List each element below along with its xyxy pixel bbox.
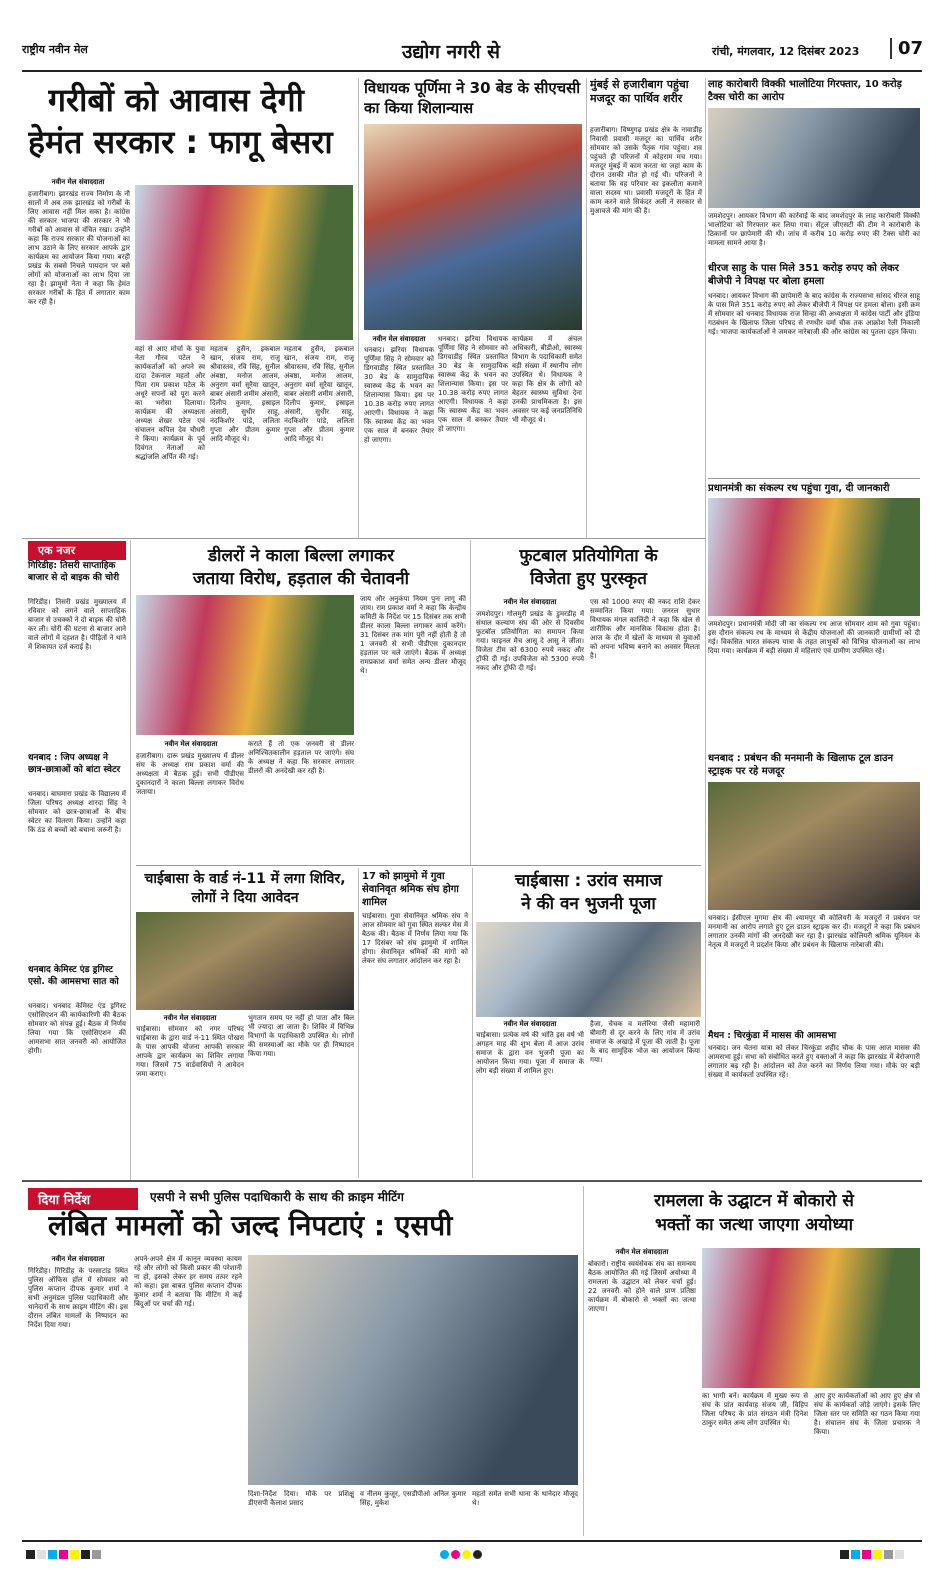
right-rule	[708, 478, 920, 479]
registration-marks-center	[440, 1550, 484, 1559]
lead-headline-1: गरीबों को आवास देगी	[48, 81, 304, 119]
dealers-text-col3: जाय और अनुकंपा नियम पुनः लागू की जाय। राम प्रकाश वर्मा ने कहा कि केन्द्रीय कमिटी के निर्देश पर 15 दिसंबर तक सभी डीलर काला बिल्ला लगाकर कार्य करेंगे। 31 दिसंबर तक मांग पूरी नहीं होती है तो 1 जनवरी से सभी पीडीएस दुकानदार हड़ताल पर चले जाएंगे। बैठक में अध्यक्ष रामप्रकाश वर्मा समेत अन्य डीलर मौजूद थे।	[360, 595, 466, 675]
masthead	[22, 38, 922, 68]
ek-nazar-tag: एक नजर	[28, 541, 126, 560]
col-divider	[583, 1186, 584, 1536]
dealers-headline-1: डीलरों ने काला बिल्ला लगाकर	[207, 546, 395, 566]
uraon-photo	[476, 922, 701, 1017]
lead-text-col4: महताब हुसैन, इकबाल खान, संजय राम, राजू श्रीवास्तव, रवि सिंह, सुनील अंबष्ठा, मनोज आलम, अनुराग वर्मा सूरैया खातून, बाबर अंसारी शमीम अंसारी, दिलीप कुमार, इस्राइल अंसारी, सुधीर साहू, नंदकिशोर पांडे, ललिता गुप्ता और प्रीतम कुमार आदि मौजूद थे।	[284, 345, 354, 443]
section-title: उद्योग नगरी से	[402, 41, 501, 63]
dealers-text-col1: हजारीबाग। दारू प्रखंड मुख्यालय में डीलर संघ के अध्यक्ष राम प्रकाश वर्मा की अध्यक्षता में बैठक हुई। सभी पीडीएस दुकानदारों ने काला बिल्ला लगाकर विरोध जताया।	[136, 752, 244, 796]
shilanyas-text-col3: कार्यक्रम में अंचल अधिकारी, बीडीओ, स्वास्थ्य विभाग के पदाधिकारी समेत बड़ी संख्या में स्थानीय लोग उपस्थित थे। विधायक ने कहा कि क्षेत्र के लोगों को बेहतर स्वास्थ्य सुविधा देना उनकी प्राथमिकता है। इस अवसर पर कई जनप्रतिनिधि भी मौजूद थे।	[512, 335, 582, 424]
shilanyas-headline: विधायक पूर्णिमा ने 30 बेड के सीएचसी का किया शिलान्यास	[364, 79, 581, 117]
crime-text-col1: गिरिडीह। गिरिडीह के परसाटांड़ स्थित पुलिस ऑफिस हॉल में सोमवार को पुलिस कप्तान दीपक कुमार शर्मा ने सभी अनुमंडल पुलिस पदाधिकारी और थानेदारों के साथ क्राइम मीटिंग की। इस दौरान लंबित मामलों के निष्पादन का निर्देश दिया गया।	[28, 1267, 128, 1329]
sahu-text: धनबाद। आयकर विभाग की छापेमारी के बाद कांग्रेस के राज्यसभा सांसद धीरज साहू के पास मिले 351 करोड़ रुपए को लेकर बीजेपी ने विपक्ष पर हमला बोला। इसी क्रम में सोमवार को धनबाद विधायक राज सिन्हा की अध्यक्षता में कांग्रेस पार्टी और इंडिया गठबंधन के खिलाफ जिला परिषद से रणधीर वर्मा चौक तक आक्रोश रैली निकाली गई। भाजपा कार्यकर्ताओं ने जमकर नारेबाजी की और कांग्रेस का पुतला दहन किया।	[708, 292, 920, 336]
shilanyas-photo	[364, 124, 582, 330]
crime-kicker: एसपी ने सभी पुलिस पदाधिकारी के साथ की क्राइम मीटिंग	[150, 1190, 404, 1204]
uraon-byline: नवीन मेल संवाददाता	[503, 1020, 557, 1028]
ek-nazar-text-1: गिरिडीह। तिसरी प्रखंड मुख्यालय में रविवार को लगने वाले साप्ताहिक बाजार से उचक्कों ने दो बाइक की चोरी कर ली। चोरी की घटना से बाजार आने वाले लोगों में दहशत है। पीड़ितों ने थाने में शिकायत दर्ज कराई है।	[28, 598, 126, 651]
jhamumo-headline: 17 को झामुमो में गुवा सेवानिवृत श्रमिक संघ होगा शामिल	[362, 871, 459, 908]
crime-caption-2: व नीलम कुजूर, एसडीपीओ अनिल कुमार सिंह, मुकेश	[360, 1490, 466, 1507]
pm-rath-headline: प्रधानमंत्री का संकल्प रथ पहुंचा गुवा, दी जानकारी	[708, 483, 890, 494]
ramlala-text-col3: आए हुए कार्यकर्ताओं को आए हुए क्षेत्र से संघ के कार्यकर्ता जोड़े जाएंगे। इसके लिए जिला स्तर पर समिति का गठन किया गया है। संचालन संघ के जिला प्रचारक ने किया।	[814, 1392, 920, 1436]
section-rule	[22, 1180, 922, 1182]
col-divider	[472, 868, 473, 1178]
union-photo	[708, 782, 920, 910]
paper-name: राष्ट्रीय नवीन मेल	[22, 43, 88, 56]
ward-byline: नवीन मेल संवाददाता	[163, 1014, 217, 1022]
ek-nazar-headline-2: धनबाद : जिप अध्यक्ष ने छात्र-छात्राओं को बांटा स्वेटर	[28, 753, 121, 775]
sahu-headline: धीरज साहु के पास मिले 351 करोड़ रुपए को लेकर बीजेपी ने विपक्ष पर बोला हमला	[708, 263, 899, 287]
lead-byline: नवीन मेल संवाददाता	[51, 178, 105, 186]
shilanyas-byline: नवीन मेल संवाददाता	[372, 335, 426, 343]
uraon-headline-2: ने की वन भुजनी पूजा	[521, 894, 656, 914]
col-divider	[358, 78, 359, 538]
crime-text-col2: अपने-अपने क्षेत्र में कानून व्यवस्था कायम रहे और लोगों को किसी प्रकार की परेशानी ना हो, इसको लेकर हर समय तत्पर रहने को कहा। इस बाबत पुलिस कप्तान दीपक कुमार शर्मा ने बताया कि मीटिंग में कई बिंदुओं पर चर्चा की गई।	[134, 1255, 242, 1308]
dealers-byline: नवीन मेल संवाददाता	[164, 740, 218, 748]
col-divider	[470, 540, 471, 865]
ramlala-text-col2: का भागी बनें। कार्यक्रम में मुख्य रूप से संघ के प्रांत कार्यवाह संजय जी, विहिप जिला परिषद के प्रांत संगठन मंत्री दिनेश ठाकुर समेत अन्य लोग उपस्थित थे।	[702, 1392, 808, 1427]
crime-photo	[248, 1255, 578, 1485]
crime-byline: नवीन मेल संवाददाता	[51, 1255, 105, 1263]
ramlala-headline-1: रामलला के उद्घाटन में बोकारो से	[654, 1191, 854, 1211]
mumbai-text: हजारीबाग। विष्णुगढ़ प्रखंड क्षेत्र के नावाडीह निवासी प्रवासी मजदूर का पार्थिव शरीर सोमवार को उसके पैतृक गांव पहुंचा। शव पहुंचते ही परिजनों में कोहराम मच गया। मजदूर मुंबई में काम करता था जहां काम के दौरान उसकी मौत हो गई थी। परिजनों ने बताया कि वह परिवार का इकलौता कमाने वाला सदस्य था। प्रवासी मजदूरों के हित में काम करने वाले सिकंदर अली ने सरकार से मुआवजे की मांग की है।	[590, 126, 702, 215]
lead-headline-2: हेमंत सरकार : फागू बेसरा	[28, 123, 333, 161]
uraon-headline-1: चाईबासा : उरांव समाज	[515, 871, 662, 891]
uraon-text-col1: चाईबासा। प्रत्येक वर्ष की भांति इस वर्ष भी अगहन माह की शुभ बेला में आज उरांव समाज के द्वारा वन भुजनी पूजा का आयोजन किया गया। पूजा में समाज के लोग बड़ी संख्या में शामिल हुए।	[476, 1031, 584, 1075]
col-divider	[705, 78, 706, 1078]
mumbai-headline: मुंबई से हजारीबाग पहुंचा मजदूर का पार्थिव शरीर	[590, 78, 689, 105]
crime-tag: दिया निर्देश	[28, 1188, 138, 1210]
section-rule	[136, 865, 701, 866]
ek-nazar-headline-1: गिरिडीह: तिसरी साप्ताहिक बाजार से दो बाइक की चोरी	[28, 561, 120, 583]
masthead-rule	[22, 70, 922, 72]
ward-text-col2: भुगतान समय पर नहीं हो पाता और बिल भी ज्यादा आ जाता है। शिविर में विभिन्न विभागों के पदाधिकारी उपस्थित थे। लोगों की समस्याओं का मौके पर ही निष्पादन किया गया।	[248, 1014, 354, 1058]
maithon-text: धनबाद। जन चेतना यात्रा को लेकर चिरकुंडा शहीद चौक के पास आज मासस की आमसभा हुई। सभा को संबोधित करते हुए वक्ताओं ने कहा कि झारखंड में बेरोजगारी लगातार बढ़ रही है। आंदोलन को तेज करने का निर्णय लिया गया। मौके पर बड़ी संख्या में कार्यकर्ता उपस्थित रहे।	[708, 1044, 920, 1079]
registration-marks-right	[840, 1550, 906, 1559]
lah-photo	[708, 108, 920, 208]
pm-rath-photo	[708, 498, 920, 616]
section-rule	[22, 538, 705, 539]
crime-headline: लंबित मामलों को जल्द निपटाएं : एसपी	[48, 1209, 453, 1242]
ek-nazar-text-2: धनबाद। बाघमारा प्रखंड के विद्यालय में जिला परिषद अध्यक्ष शारदा सिंह ने सोमवार को छात्र-छात्राओं के बीच स्वेटर का वितरण किया। उन्होंने कहा कि ठंड से बच्चों को बचाना जरूरी है।	[28, 790, 126, 834]
shilanyas-text-col2: धनबाद। झरिया विधायक पूर्णिमा सिंह ने सोमवार को डिगवाडीह स्थित प्रस्तावित 30 बेड के सामुदायिक स्वास्थ्य केंद्र के भवन का शिलान्यास किया। इस पर 10.38 करोड़ रुपए लागत आएगी। विधायक ने कहा कि स्वास्थ्य केंद्र का भवन एक साल में बनकर तैयार हो जाएगा।	[438, 335, 508, 433]
crime-caption-1: दिशा-निर्देश दिया। मौके पर प्रशिक्षु डीएसपी कैलाश प्रसाद	[248, 1490, 354, 1507]
football-text-col1: जमशेदपुर। गोलमुरी प्रखंड के डुमरडीह में संथाल कल्याण संघ की ओर से दिवसीय फुटबॉल प्रतियोगिता का समापन किया गया। फाइनल मैच आसू दे आसु ने जीता। विजेता टीम को 6300 रुपये नकद और ट्रॉफी दी गई। उपविजेता को 5300 रुपये नकद और ट्रॉफी दी गई।	[476, 610, 584, 672]
ramlala-photo	[702, 1248, 920, 1388]
dealers-text-col2: कराते हैं तो एक जनवरी से डीलर अनिश्चितकालीन हड़ताल पर जाएंगे। संघ के अध्यक्ष ने कहा कि सरकार लगातार डीलरों की अनदेखी कर रही है।	[248, 740, 354, 775]
dateline: रांची, मंगलवार, 12 दिसंबर 2023	[712, 45, 860, 58]
maithon-headline: मैथन : चिरकुंडा में मासस की आमसभा	[708, 1031, 837, 1041]
pm-rath-text: जमशेदपुर। प्रधानमंत्री मोदी जी का संकल्प रथ आज सोमवार शाम को गुवा पहुंचा। इस दौरान संकल्प रथ के माध्यम से केंद्रीय योजनाओं की जानकारी ग्रामीणों को दी गई। विकसित भारत संकल्प यात्रा के तहत लाभुकों को विभिन्न योजनाओं का लाभ दिया गया। कार्यक्रम में बड़ी संख्या में महिलाएं एवं ग्रामीण उपस्थित रहे।	[708, 620, 920, 655]
col-divider	[358, 868, 359, 1178]
col-divider	[586, 78, 587, 538]
ek-nazar-headline-3: धनबाद केमिस्ट एंड ड्रगिस्ट एसो. की आमसभा सात को	[28, 965, 119, 987]
football-byline: नवीन मेल संवाददाता	[503, 598, 557, 606]
lead-text-col3: महताब हुसैन, इकबाल खान, संजय राम, राजू श्रीवास्तव, रवि सिंह, सुनील अंबष्ठा, मनोज आलम, अनुराग वर्मा सूरैया खातून, बाबर अंसारी शमीम अंसारी, दिलीप कुमार, इस्राइल अंसारी, सुधीर साहू, नंदकिशोर पांडे, ललिता गुप्ता और प्रीतम कुमार आदि मौजूद थे।	[210, 345, 280, 443]
registration-marks-left	[26, 1550, 103, 1559]
dealers-photo	[136, 595, 354, 735]
football-text-col2: एस को 1000 रुपए की नकद राशि देकर सम्मानित किया गया। जनरल सुधार विधायक मंगल कालिंदी ने कहा कि खेल से शारीरिक और मानसिक विकास होता है। आज के दौर में खेलों के माध्यम से युवाओं को अपना भविष्य बनाने का अवसर मिलता है।	[590, 598, 700, 660]
ramlala-headline-2: भक्तों का जत्था जाएगा अयोध्या	[654, 1215, 854, 1235]
football-headline-1: फुटबाल प्रतियोगिता के	[519, 546, 658, 566]
football-headline-2: विजेता हुए पुरस्कृत	[530, 569, 647, 589]
lah-headline: लाह कारोबारी विक्की भालोटिया गिरफ्तार, 10 करोड़ टैक्स चोरी का आरोप	[708, 79, 902, 103]
lead-text-col2: वहां से आए मोर्चा के युवा नेता गौरव पटेल ने कार्यकर्ताओं को अपने स्व दादा टेकनाल महतो और पिता राम प्रकाश पटेल के अधूरे सपनों को पूरा करने का भरोसा दिलाया। कार्यक्रम की अध्यक्षता अध्यक्ष शेखर पटेल एवं संचालन कपिल देव चौधरी ने किया। कार्यक्रम के पूर्व दिवंगत नेताओं को श्रद्धांजलि अर्पित की गई।	[135, 345, 205, 461]
union-text: धनबाद। ईसीएल मुगमा क्षेत्र की श्यामपुर बी कोलियरी के मजदूरों ने प्रबंधन पर मनमानी का आरोप लगाते हुए टूल डाउन स्ट्राइक कर दी। मजदूरों ने कहा कि प्रबंधन लगातार उनकी मांगों की अनदेखी कर रहा है। झारखंड कोलियरी श्रमिक यूनियन के नेतृत्व में मजदूरों ने प्रदर्शन किया और प्रबंधन के खिलाफ नारेबाजी की।	[708, 914, 920, 949]
page-number: 07	[890, 38, 923, 59]
crime-caption-3: महतो समेत सभी थाना के थानेदार मौजूद थे।	[472, 1490, 578, 1507]
lead-photo	[135, 185, 353, 340]
union-headline: धनबाद : प्रबंधन की मनमानी के खिलाफ टूल डाउन स्ट्राइक पर रहे मजदूर	[708, 753, 894, 777]
uraon-text-col2: हैजा, चेचक व मलेरिया जैसी महामारी बीमारी से दूर करने के लिए गांव में उरांव समाज के अखाड़े में पूजा की जाती है। पूजा के बाद सामूहिक भोज का आयोजन किया गया।	[590, 1020, 700, 1064]
ward-photo	[136, 912, 354, 1010]
ramlala-text-col1: बोकारो। राष्ट्रीय स्वयंसेवक संघ का समन्वय बैठक आयोजित की गई जिसमें अयोध्या में रामलला के उद्घाटन को लेकर चर्चा हुई। 22 जनवरी को होने वाले प्राण प्रतिष्ठा कार्यक्रम में बोकारो से भक्तों का जत्था जाएगा।	[588, 1260, 696, 1313]
bottom-rule	[22, 1540, 922, 1542]
lead-text-col1: हजारीबाग। झारखंड राज्य निर्माण के नौ सालों में अब तक झारखंड को गरीबों के लिए आवास नहीं मिल सका है। कांग्रेस की सरकार भाजपा की सरकार ने भी गरीबों को आवास से वंचित रखा। उन्होंने कहा कि राज्य सरकार की योजनाओं का लाभ उठाने के लिए सरकार आपके द्वार कार्यक्रम का आयोजन किया गया। बरही प्रखंड के सबसे निचले पायदान पर बसे लोगों को योजनाओं का लाभ दिया जा रहा है। झामुमो नेता ने कहा कि हेमंत सरकार गरीबों के हित में लगातार काम कर रही है।	[28, 190, 130, 306]
shilanyas-text-col1: धनबाद। झरिया विधायक पूर्णिमा सिंह ने सोमवार को डिगवाडीह स्थित प्रस्तावित 30 बेड के सामुदायिक स्वास्थ्य केंद्र के भवन का शिलान्यास किया। इस पर 10.38 करोड़ रुपए लागत आएगी। विधायक ने कहा कि स्वास्थ्य केंद्र का भवन एक साल में बनकर तैयार हो जाएगा।	[364, 346, 434, 444]
jhamumo-text: चाईबासा। गुवा सेवानिवृत श्रमिक संघ ने आज सोमवार को गुवा स्थित सल्फर मेस में बैठक की। बैठक में निर्णय लिया गया कि 17 दिसंबर को संघ झामुमो में शामिल होगा। सेवानिवृत श्रमिकों की मांगों को लेकर संघ लगातार आंदोलन कर रहा है।	[362, 912, 468, 965]
dealers-headline-2: जताया विरोध, हड़ताल की चेतावनी	[192, 569, 410, 589]
ward-headline: चाईबासा के वार्ड नं-11 में लगा शिविर, लोगों ने दिया आवेदन	[144, 871, 346, 906]
lah-text: जमशेदपुर। आयकर विभाग की कार्रवाई के बाद जमशेदपुर के लाह कारोबारी विक्की भालोटिया को गिरफ्तार कर लिया गया। सेंट्रल जीएसटी की टीम ने कारोबारी के ठिकानों पर छापेमारी की थी। जांच में करीब 10 करोड़ रुपए की टैक्स चोरी का मामला सामने आया है।	[708, 212, 920, 247]
ramlala-byline: नवीन मेल संवाददाता	[615, 1248, 669, 1256]
ek-nazar-text-3: धनबाद। धनबाद केमिस्ट एंड ड्रगिस्ट एसोसिएशन की कार्यकारिणी की बैठक सोमवार को संपन्न हुई। बैठक में निर्णय लिया गया कि एसोसिएशन की आमसभा सात जनवरी को आयोजित होगी।	[28, 1002, 126, 1055]
ward-text-col1: चाईबासा। सोमवार को नगर परिषद चाईबासा के द्वारा वार्ड नं-11 स्थित पोखरा के पास आपकी योजना आपकी सरकार आपके द्वार कार्यक्रम का शिविर लगाया गया। जिसमें 75 वार्डवासियों ने आवेदन जमा कराए।	[136, 1025, 244, 1078]
col-divider	[130, 540, 131, 1180]
